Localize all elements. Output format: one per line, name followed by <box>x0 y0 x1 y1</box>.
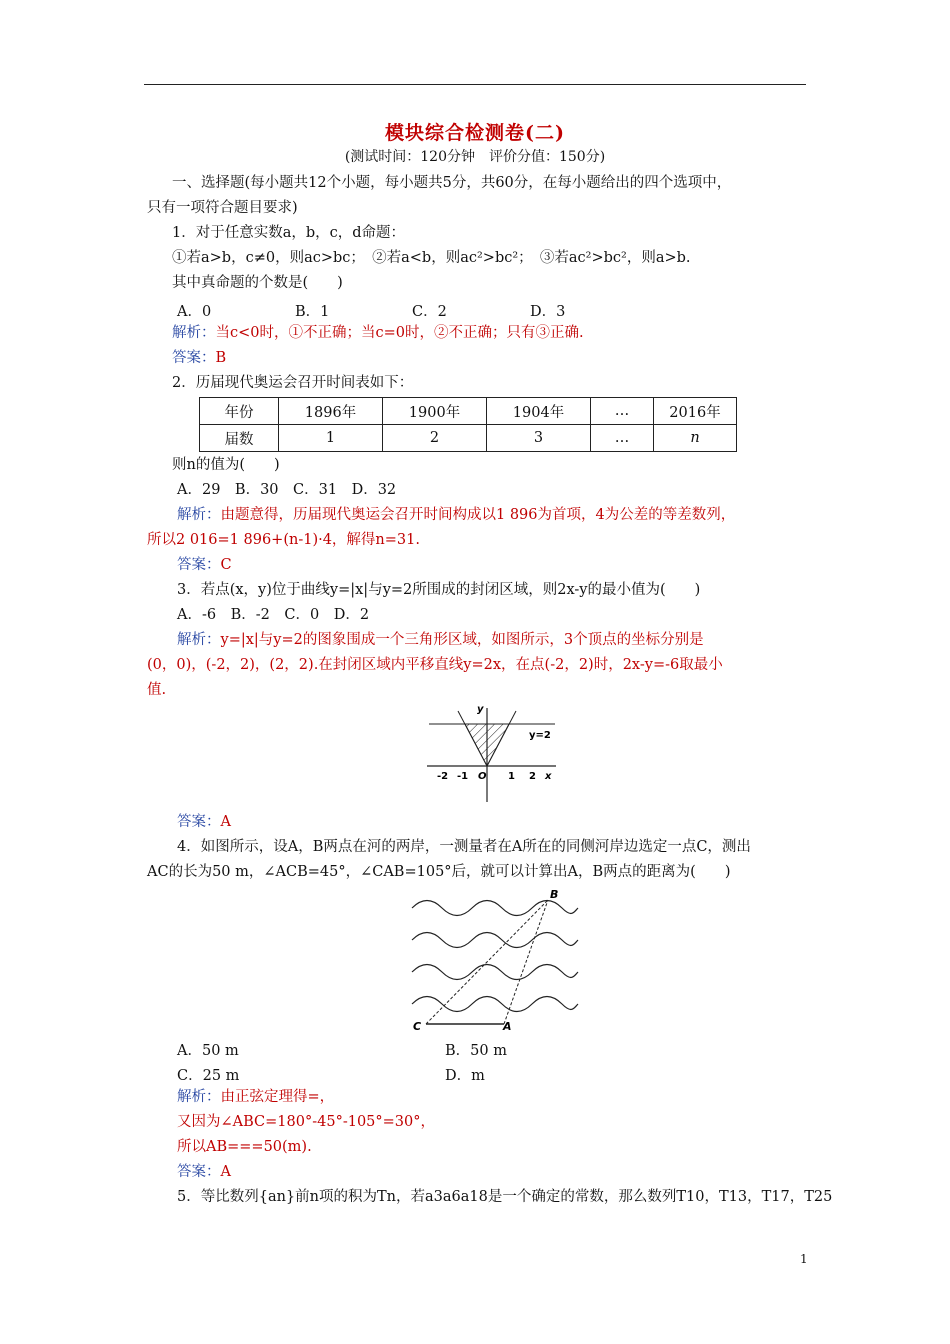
analysis-text: 由题意得，历届现代奥运会召开时间构成以1 896为首项，4为公差的等差数列， <box>220 507 736 523</box>
q3-analysis-line2: (0，0)，(-2，2)，(2，2).在封闭区域内平移直线y=2x，在点(-2，2)时，2x-y=-6取最小 <box>147 657 723 673</box>
q5-stem: 5．等比数列{an}前n项的积为Tn，若a3a6a18是一个确定的常数，那么数列T10，T13，T17，T25 <box>177 1189 833 1205</box>
river-figure <box>410 886 580 1031</box>
table-cell: 3 <box>487 425 591 452</box>
answer-value: A <box>220 1164 231 1180</box>
section-intro-line2: 只有一项符合题目要求) <box>147 200 298 216</box>
table-cell: 1904年 <box>487 398 591 425</box>
table-cell: … <box>591 398 654 425</box>
analysis-text: 当c<0时，①不正确；当c=0时，②不正确；只有③正确. <box>215 325 584 341</box>
analysis-label: 解析： <box>177 1089 221 1105</box>
analysis-text: y=|x|与y=2的图象围成一个三角形区域，如图所示，3个顶点的坐标分别是 <box>220 632 704 648</box>
point-a-label: A <box>503 1020 512 1031</box>
q4-stem-line2: AC的长为50 m，∠ACB=45°，∠CAB=105°后，就可以计算出A，B两点的距离为( ) <box>147 864 731 880</box>
q2-analysis-line1 <box>177 505 735 525</box>
q1-analysis <box>172 323 584 343</box>
q1-answer <box>172 348 226 368</box>
table-cell: 2016年 <box>654 398 737 425</box>
q4-answer <box>177 1162 231 1182</box>
origin-label: O <box>478 771 487 782</box>
answer-label: 答案： <box>177 814 221 830</box>
page-subtitle: (测试时间：120分钟 评价分值：150分) <box>344 149 606 165</box>
q3-analysis-line3: 值. <box>147 682 167 698</box>
q4-analysis-line2: 又因为∠ABC=180°-45°-105°=30°， <box>177 1114 435 1130</box>
answer-value: B <box>215 350 227 366</box>
line-label: y=2 <box>529 730 551 741</box>
point-c-label: C <box>413 1020 422 1031</box>
q2-options: A．29 B．30 C．31 D．32 <box>177 482 397 498</box>
q3-stem: 3．若点(x，y)位于曲线y=|x|与y=2所围成的封闭区域，则2x-y的最小值为( ) <box>177 582 701 598</box>
river-waves <box>412 901 578 1012</box>
answer-label: 答案： <box>172 350 216 366</box>
tick-label: 1 <box>508 771 515 782</box>
analysis-text: 由正弦定理得=， <box>220 1089 335 1105</box>
header-rule <box>144 84 806 85</box>
q4-option-b: B．50 m <box>445 1043 507 1059</box>
q2-answer <box>177 555 232 575</box>
answer-label: 答案： <box>177 557 221 573</box>
q2-ask: 则n的值为( ) <box>172 457 280 473</box>
tick-label: 2 <box>529 771 536 782</box>
table-cell: … <box>591 425 654 452</box>
table-cell: 1900年 <box>383 398 487 425</box>
q1-option-b: B．1 <box>295 304 330 320</box>
q3-answer <box>177 812 231 832</box>
q4-option-a: A．50 m <box>177 1043 239 1059</box>
y-axis-label: y <box>477 704 484 715</box>
analysis-label: 解析： <box>177 632 221 648</box>
page-title: 模块综合检测卷(二) <box>385 122 565 144</box>
olympics-table <box>199 397 737 452</box>
table-cell: 年份 <box>200 398 279 425</box>
section-intro-line1: 一、选择题(每小题共12个小题，每小题共5分，共60分，在每小题给出的四个选项中， <box>172 175 732 191</box>
q4-stem-line1: 4．如图所示，设A，B两点在河的两岸，一测量者在A所在的同侧河岸边选定一点C，测出 <box>177 839 751 855</box>
q4-analysis-line3: 所以AB===50(m). <box>177 1139 312 1155</box>
answer-label: 答案： <box>177 1164 221 1180</box>
table-cell: 2 <box>383 425 487 452</box>
table-row <box>200 398 737 425</box>
q1-option-a: A．0 <box>177 304 212 320</box>
q4-option-d: D．m <box>445 1068 485 1084</box>
q1-option-c: C．2 <box>412 304 447 320</box>
q2-stem: 2．历届现代奥运会召开时间表如下： <box>172 375 414 391</box>
answer-value: A <box>220 814 231 830</box>
q1-ask: 其中真命题的个数是( ) <box>172 275 343 291</box>
q3-analysis-line1 <box>177 630 704 650</box>
q4-option-c: C．25 m <box>177 1068 240 1084</box>
q1-option-d: D．3 <box>530 304 566 320</box>
q1-stem: 1．对于任意实数a，b，c，d命题： <box>172 225 406 241</box>
q2-analysis-line2: 所以2 016=1 896+(n-1)·4，解得n=31. <box>147 532 420 548</box>
table-cell: n <box>654 425 737 452</box>
table-cell: 1 <box>279 425 383 452</box>
point-b-label: B <box>550 888 559 901</box>
region-figure <box>425 700 560 804</box>
table-cell: 届数 <box>200 425 279 452</box>
analysis-label: 解析： <box>172 325 216 341</box>
table-cell: 1896年 <box>279 398 383 425</box>
answer-value: C <box>220 557 232 573</box>
q3-options: A．-6 B．-2 C．0 D．2 <box>177 607 370 623</box>
tick-label: -1 <box>457 771 469 782</box>
q1-propositions: ①若a>b，c≠0，则ac>bc； ②若a<b，则ac²>bc²； ③若ac²>bc²，则a>b. <box>172 250 691 266</box>
tick-label: -2 <box>437 771 449 782</box>
segment-ab <box>504 900 548 1024</box>
x-axis-label: x <box>545 771 552 782</box>
table-row <box>200 425 737 452</box>
analysis-label: 解析： <box>177 507 221 523</box>
q4-analysis-line1 <box>177 1087 334 1107</box>
page-number: 1 <box>800 1252 808 1266</box>
